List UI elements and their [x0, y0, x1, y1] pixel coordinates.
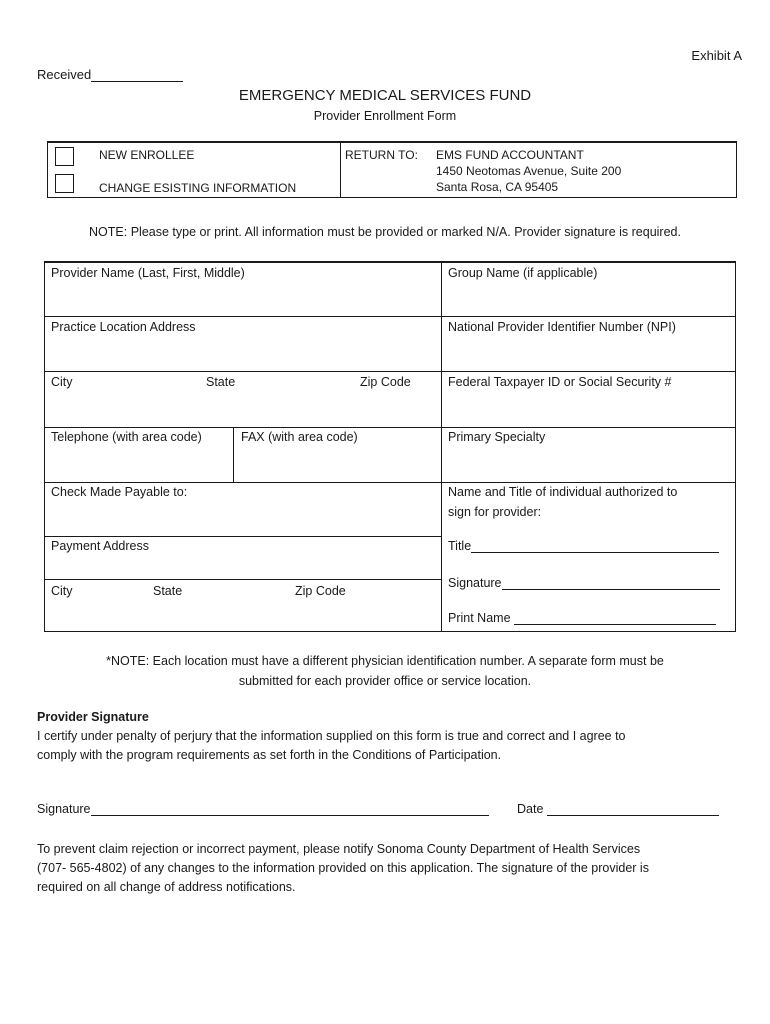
title-field[interactable]: [448, 539, 719, 553]
group-name-field[interactable]: Group Name (if applicable): [448, 266, 598, 280]
form-subtitle: Provider Enrollment Form: [313, 109, 457, 123]
new-enrollee-label: NEW ENROLLEE: [99, 148, 195, 162]
date-line[interactable]: [547, 802, 719, 816]
row-line: [441, 482, 735, 483]
zip-field[interactable]: Zip Code: [360, 375, 411, 389]
row-line: [45, 371, 441, 372]
exhibit-label: Exhibit A: [691, 48, 742, 63]
taxpayer-id-field[interactable]: Federal Taxpayer ID or Social Security #: [448, 375, 672, 389]
change-info-checkbox[interactable]: [55, 174, 74, 193]
date-label: Date: [517, 802, 544, 816]
city-field[interactable]: City: [51, 375, 73, 389]
change-info-label: CHANGE ESISTING INFORMATION: [99, 181, 297, 195]
signature-label: Signature: [448, 576, 502, 590]
form-title: EMERGENCY MEDICAL SERVICES FUND: [238, 87, 532, 104]
return-to-label: RETURN TO:: [345, 148, 418, 162]
row-line: [45, 482, 441, 483]
provider-info-grid: [44, 261, 736, 632]
authorized-line1: Name and Title of individual authorized to: [448, 485, 678, 499]
payment-address-field[interactable]: Payment Address: [51, 539, 149, 553]
signature-line[interactable]: [502, 576, 720, 590]
telephone-field[interactable]: Telephone (with area code): [51, 430, 202, 444]
print-name-field[interactable]: [448, 611, 716, 625]
date-field[interactable]: [517, 802, 719, 816]
location-footnote: [0, 651, 770, 691]
title-line[interactable]: [471, 539, 719, 553]
footnote-line2: submitted for each provider office or service location.: [238, 674, 532, 688]
row-line: [441, 316, 735, 317]
box-divider: [340, 143, 341, 197]
print-name-line[interactable]: [514, 611, 716, 625]
provider-signature-field[interactable]: [37, 802, 489, 816]
provider-signature-line[interactable]: [91, 802, 489, 816]
state-field[interactable]: State: [206, 375, 236, 389]
print-name-label: Print Name: [448, 611, 511, 625]
npi-field[interactable]: National Provider Identifier Number (NPI): [448, 320, 676, 334]
title-label: Title: [448, 539, 472, 553]
row-line: [45, 427, 441, 428]
payment-state-field[interactable]: State: [153, 584, 183, 598]
closing-line2: (707- 565-4802) of any changes to the information provided on this application. The signature of the provider is: [37, 861, 649, 875]
phone-fax-divider: [233, 427, 234, 483]
fax-field[interactable]: FAX (with area code): [241, 430, 358, 444]
closing-line1: To prevent claim rejection or incorrect payment, please notify Sonoma County Department of Health Services: [37, 842, 641, 856]
return-to-line3: Santa Rosa, CA 95405: [436, 180, 559, 194]
certification-line2: comply with the program requirements as set forth in the Conditions of Participation.: [37, 748, 502, 762]
received-field: [37, 67, 183, 82]
provider-signature-label: Signature: [37, 802, 91, 816]
return-to-line2: 1450 Neotomas Avenue, Suite 200: [436, 164, 622, 178]
certification-line1: I certify under penalty of perjury that the information supplied on this form is true and correct and I agree to: [37, 729, 626, 743]
closing-line3: required on all change of address notifications.: [37, 880, 296, 894]
row-line: [45, 536, 441, 537]
provider-name-field[interactable]: Provider Name (Last, First, Middle): [51, 266, 245, 280]
row-line: [441, 371, 735, 372]
instructions-note: NOTE: Please type or print. All information must be provided or marked N/A. Provider signature is required.: [89, 225, 681, 239]
row-line: [441, 427, 735, 428]
new-enrollee-checkbox[interactable]: [55, 147, 74, 166]
enrollment-type-box: [47, 141, 737, 198]
payment-zip-field[interactable]: Zip Code: [295, 584, 346, 598]
check-payable-field[interactable]: Check Made Payable to:: [51, 485, 188, 499]
closing-text: [37, 840, 737, 897]
payment-city-field[interactable]: City: [51, 584, 73, 598]
received-line[interactable]: [91, 67, 183, 82]
return-to-line1: EMS FUND ACCOUNTANT: [436, 148, 584, 162]
received-label: Received: [37, 67, 92, 82]
row-line: [45, 316, 441, 317]
authorized-signature-field[interactable]: [448, 576, 720, 590]
authorized-line2: sign for provider:: [448, 505, 542, 519]
row-line: [45, 579, 441, 580]
certification-text: [37, 727, 737, 765]
provider-signature-heading: Provider Signature: [37, 710, 149, 724]
grid-center-divider: [441, 263, 442, 632]
primary-specialty-field[interactable]: Primary Specialty: [448, 430, 546, 444]
footnote-line1: *NOTE: Each location must have a different physician identification number. A separate form must be: [106, 654, 664, 668]
practice-address-field[interactable]: Practice Location Address: [51, 320, 196, 334]
